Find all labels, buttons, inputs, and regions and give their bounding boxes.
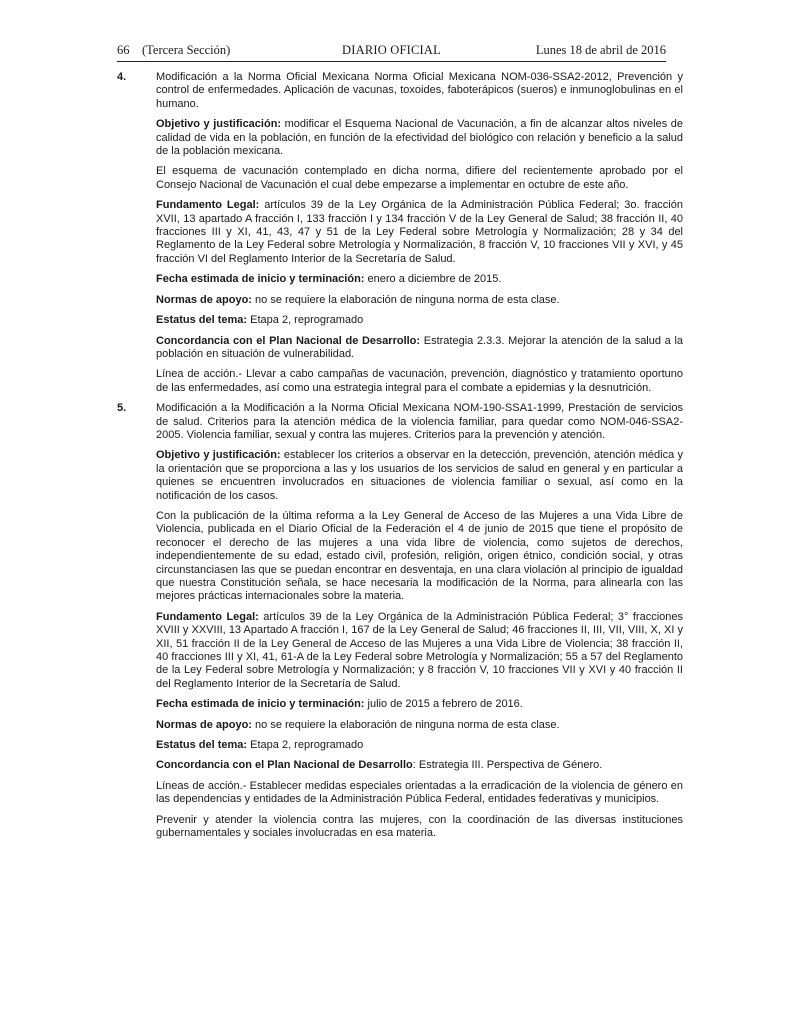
norm-item [117, 71, 683, 395]
item-number: 4. [117, 71, 127, 83]
objetivo-label: Objetivo y justificación: [156, 449, 281, 462]
body-paragraph: El esquema de vacunación contemplado en dicha norma, difiere del recientemente aprobado por el Consejo Nacional de Vacunación el cual debe empezarse a implementar en octubre de este año. [156, 165, 683, 191]
fundamento-label: Fundamento Legal: [156, 199, 260, 212]
concordancia-text: Estrategia 2.3.3. Mejorar la atención de la salud a la población en situación de vulnerabilidad. [156, 334, 684, 360]
norm-item [117, 402, 683, 840]
body-paragraph: Con la publicación de la última reforma a la Ley General de Acceso de las Mujeres a una Vida Libre de Violencia, publicada en el Diario Oficial de la Federación el 4 de junio de 2015 que tiene el propósito de reconocer el derecho de las mujeres a una vida libre de violencia, como sujetos de derechos, independientemente de su edad, estado civil, profesión, religión, origen étnico, condición social, y otras circunstanciasen las que se puedan encontrar en desventaja, en una clara violación al principio de igualdad que nuestra Constitución señala, se hace necesaria la modificación de la Norma, para alinearla con las mejores prácticas internacionales sobre la materia. [156, 509, 683, 603]
estatus-label: Estatus del tema: [156, 739, 248, 752]
objetivo-text: establecer los criterios a observar en la detección, prevención, atención médica y la orientación que se proporciona a las y los usuarios de los servicios de salud en general y en particular a quienes se encuentren involucrados en situaciones de violencia familiar o sexual, así como en la notificación de los casos. [156, 449, 684, 502]
objetivo-paragraph [156, 449, 683, 503]
normas-label: Normas de apoyo: [156, 293, 252, 306]
fundamento-paragraph [156, 199, 683, 266]
linea-accion-paragraph: Prevenir y atender la violencia contra las mujeres, con la coordinación de las diversas instituciones gubernamentales y sociales involucradas en esa materia. [156, 813, 683, 840]
section-label: (Tercera Sección) [142, 43, 231, 57]
normas-text: no se requiere la elaboración de ninguna norma de esta clase. [251, 293, 560, 306]
page-header [117, 40, 666, 62]
fundamento-text: artículos 39 de la Ley Orgánica de la Administración Pública Federal; 3° fracciones XVIII y XXVIII, 13 Apartado A fracción I, 167 de la Ley General de Salud; 46 fracciones II, III, VII, VIII, X, XI y XII, 51 fracción II de la Ley General de Acceso de las Mujeres a una Vida Libre de Violencia; 38 fracción II, 40 fracciones III y XI, 41, 61-A de la Ley Federal sobre Metrología y Normalización; 55 a 57 del Reglamento de la Ley Federal sobre Metrología y Normalización; y 8 fracción V, 10 fracciones VII y XVI y 40 fracción II del Reglamento Interior de la Secretaría de Salud. [156, 610, 683, 690]
publication-name: DIARIO OFICIAL [342, 43, 441, 57]
fundamento-paragraph [156, 611, 683, 691]
estatus-paragraph [156, 314, 683, 327]
concordancia-label: Concordancia con el Plan Nacional de Desarrollo [156, 759, 413, 772]
fecha-label: Fecha estimada de inicio y terminación: [156, 273, 365, 286]
normas-paragraph [156, 294, 683, 307]
concordancia-paragraph [156, 335, 683, 362]
estatus-label: Estatus del tema: [156, 314, 248, 327]
normas-text: no se requiere la elaboración de ninguna norma de esta clase. [251, 718, 560, 731]
linea-accion-paragraph: Líneas de acción.- Establecer medidas especiales orientadas a la erradicación de la violencia de género en las dependencias y entidades de la Administración Pública Federal, entidades federativas y municipios. [156, 779, 683, 806]
item-title: Modificación a la Modificación a la Norma Oficial Mexicana NOM-190-SSA1-1999, Prestación de servicios de salud. Criterios para la atención médica de la violencia familiar, para quedar como NOM-046-SSA2-2005. Violencia familiar, sexual y contra las mujeres. Criterios para la prevención y atención. [156, 402, 683, 441]
publication-date: Lunes 18 de abril de 2016 [535, 43, 666, 57]
item-title: Modificación a la Norma Oficial Mexicana Norma Oficial Mexicana NOM-036-SSA2-2012, Prevención y control de enfermedades. Aplicación de vacunas, toxoides, faboterápicos (sueros) e inmunoglobulinas en el humano. [156, 71, 683, 110]
estatus-text: Etapa 2, reprogramado [247, 314, 364, 327]
fecha-text: julio de 2015 a febrero de 2016. [364, 698, 523, 711]
fundamento-text: artículos 39 de la Ley Orgánica de la Administración Pública Federal; 3o. fracción XVII, 13 apartado A fracción I, 133 fracción I y 134 fracción V de la Ley General de Salud; 38 fracción II, 40 fracciones III y XI, 41, 43, 47 y 51 de la Ley Federal sobre Metrología y Normalización; 28 y 34 del Reglamento de la Ley Federal sobre Metrología y Normalización, 8 fracción V, 10 fracciones VII y XVI, y 45 fracción VI del Reglamento Interior de la Secretaría de Salud. [156, 199, 683, 265]
fecha-text: enero a diciembre de 2015. [364, 273, 502, 286]
document-body [117, 71, 683, 848]
page-number: 66 [117, 43, 130, 57]
normas-paragraph [156, 719, 683, 732]
estatus-paragraph [156, 739, 683, 752]
concordancia-paragraph [156, 759, 683, 772]
concordancia-label: Concordancia con el Plan Nacional de Desarrollo: [156, 334, 421, 347]
fecha-paragraph [156, 273, 683, 286]
estatus-text: Etapa 2, reprogramado [247, 739, 364, 752]
header-rule [117, 61, 666, 62]
linea-accion-paragraph: Línea de acción.- Llevar a cabo campañas de vacunación, prevención, diagnóstico y tratamiento oportuno de las enfermedades, así como una estrategia integral para el combate a epidemias y la desnutrición. [156, 368, 683, 394]
concordancia-text: : Estrategia III. Perspectiva de Género. [412, 759, 603, 772]
fecha-paragraph [156, 698, 683, 711]
normas-label: Normas de apoyo: [156, 718, 252, 731]
fundamento-label: Fundamento Legal: [156, 610, 259, 623]
objetivo-text: modificar el Esquema Nacional de Vacunación, a fin de alcanzar altos niveles de calidad de vida en la población, en función de la efectividad del biológico con relación y beneficio a la salud de la población mexicana. [156, 118, 683, 158]
objetivo-paragraph [156, 118, 683, 158]
objetivo-label: Objetivo y justificación: [156, 118, 282, 131]
item-number: 5. [117, 402, 127, 415]
fecha-label: Fecha estimada de inicio y terminación: [156, 698, 365, 711]
